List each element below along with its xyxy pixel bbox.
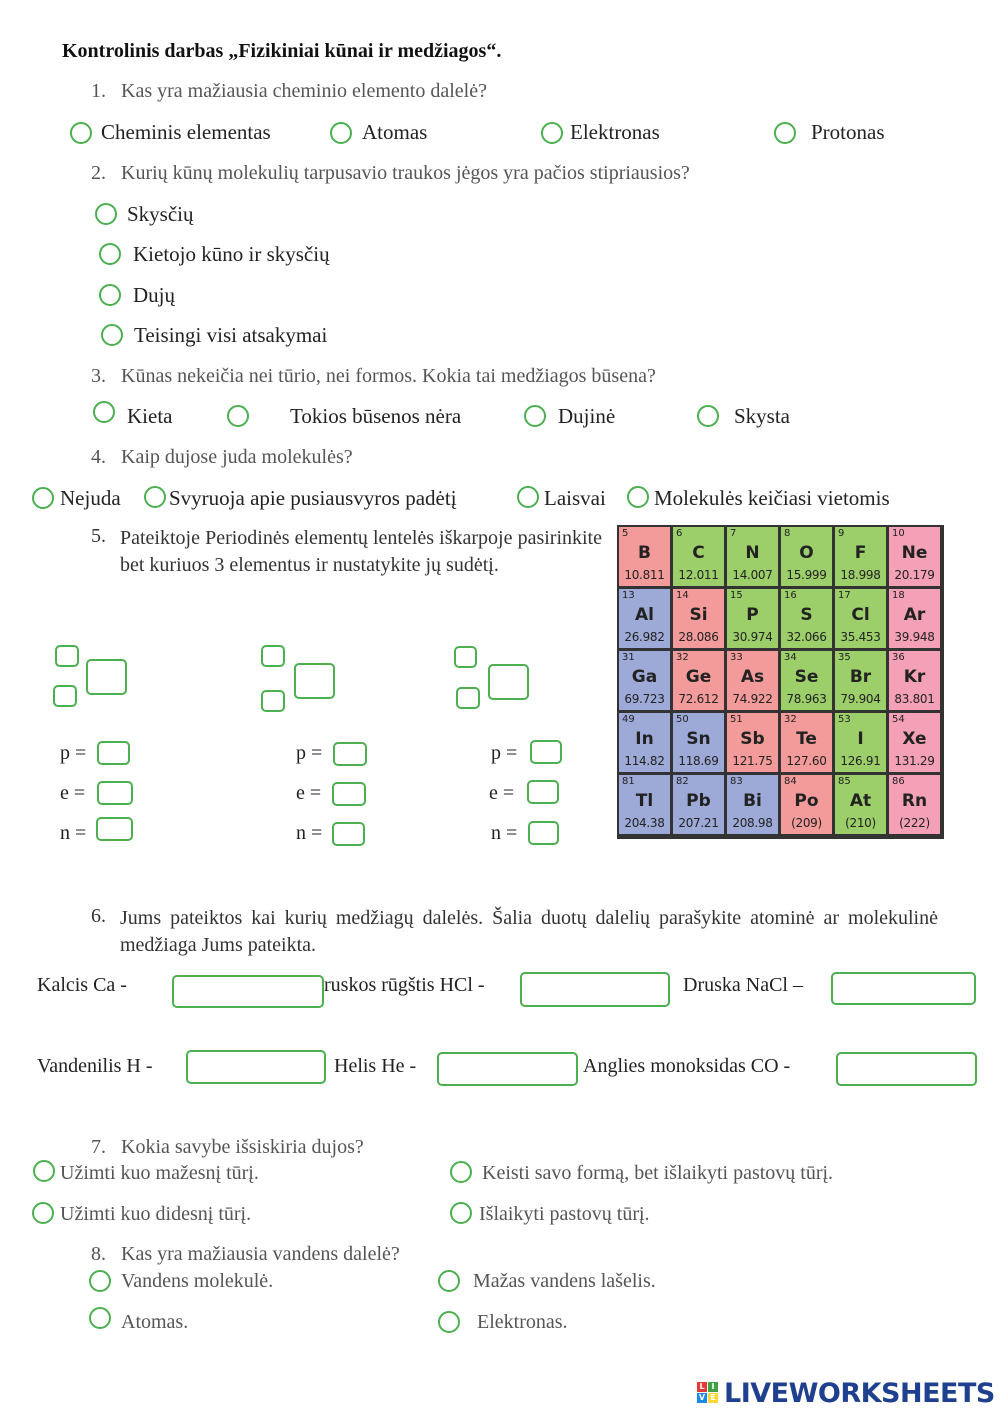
g2-p-input[interactable]	[333, 742, 367, 766]
atomic-mass: 74.922	[732, 692, 773, 706]
g2-atomic-number-box[interactable]	[261, 690, 285, 712]
q3-option-1: Kieta	[127, 404, 173, 428]
logo-mark-v: V	[698, 1393, 706, 1402]
element-cell-o	[781, 527, 832, 586]
g2-n-input[interactable]	[332, 822, 365, 846]
q2-radio-4[interactable]	[101, 324, 123, 346]
element-symbol: Ar	[903, 605, 926, 625]
atomic-mass: 15.999	[786, 568, 827, 582]
element-symbol: Ge	[685, 667, 712, 687]
atomic-mass: (222)	[899, 816, 930, 830]
q8-option-1: Vandens molekulė.	[121, 1270, 274, 1292]
element-cell-sb	[727, 713, 778, 772]
atomic-mass: 79.904	[840, 692, 881, 706]
atomic-number: 32	[676, 652, 689, 663]
atomic-number: 10	[892, 528, 905, 539]
q4-option-1: Nejuda	[60, 486, 121, 510]
element-symbol: Se	[794, 667, 819, 687]
g2-n-label: n =	[296, 822, 323, 844]
element-cell-kr	[889, 651, 940, 710]
atomic-number: 84	[784, 776, 797, 787]
element-cell-se	[781, 651, 832, 710]
atomic-mass: 83.801	[894, 692, 935, 706]
element-cell-ar	[889, 589, 940, 648]
q4-radio-1[interactable]	[32, 487, 54, 509]
atomic-number: 14	[676, 590, 689, 601]
q6-input-hydrogen[interactable]	[186, 1050, 326, 1084]
q3-radio-1[interactable]	[93, 401, 115, 423]
atomic-number: 15	[730, 590, 743, 601]
q6-item-hcl: ruskos rūgštis HCl -	[324, 974, 485, 996]
q2-number: 2.	[91, 162, 106, 184]
element-symbol: P	[746, 605, 759, 625]
element-symbol: Cl	[851, 605, 870, 625]
q6-item-nacl: Druska NaCl –	[683, 974, 803, 996]
periodic-table-excerpt	[617, 525, 944, 839]
q4-option-4: Molekulės keičiasi vietomis	[654, 486, 890, 510]
g3-atomic-number-box[interactable]	[456, 687, 480, 709]
q4-number: 4.	[91, 446, 106, 468]
atomic-mass: 28.086	[678, 630, 719, 644]
element-symbol: Tl	[635, 791, 654, 811]
q1-option-3: Elektronas	[570, 120, 660, 144]
q3-radio-4[interactable]	[697, 405, 719, 427]
q1-radio-3[interactable]	[541, 122, 563, 144]
element-cell-al	[619, 589, 670, 648]
atomic-number: 17	[838, 590, 851, 601]
atomic-mass: 32.066	[786, 630, 827, 644]
q8-option-4: Elektronas.	[477, 1311, 568, 1333]
q2-radio-3[interactable]	[99, 284, 121, 306]
atomic-mass: 14.007	[732, 568, 773, 582]
atomic-number: 6	[676, 528, 683, 539]
atomic-mass: 131.29	[894, 754, 935, 768]
atomic-mass: 208.98	[732, 816, 773, 830]
q6-input-helium[interactable]	[437, 1052, 578, 1086]
q1-text: Kas yra mažiausia cheminio elemento dalelė?	[121, 80, 487, 102]
element-symbol: O	[799, 543, 814, 563]
q7-radio-1[interactable]	[33, 1160, 55, 1182]
atomic-number: 50	[676, 714, 689, 725]
atomic-mass: 204.38	[624, 816, 665, 830]
q8-option-3: Atomas.	[121, 1311, 189, 1333]
q4-radio-4[interactable]	[627, 486, 649, 508]
q8-radio-4[interactable]	[438, 1311, 460, 1333]
g2-e-input[interactable]	[332, 782, 366, 806]
q8-radio-2[interactable]	[438, 1270, 460, 1292]
element-cell-si	[673, 589, 724, 648]
element-cell-ne	[889, 527, 940, 586]
q7-option-2: Keisti savo formą, bet išlaikyti pastovų tūrį.	[482, 1162, 834, 1184]
atomic-mass: 26.982	[624, 630, 665, 644]
q6-input-nacl[interactable]	[831, 972, 976, 1005]
g3-symbol-box[interactable]	[488, 664, 529, 700]
q1-number: 1.	[91, 80, 106, 102]
g3-mass-number-box[interactable]	[454, 646, 477, 668]
q5-number: 5.	[91, 525, 106, 547]
q3-text: Kūnas nekeičia nei tūrio, nei formos. Kokia tai medžiagos būsena?	[121, 365, 656, 387]
atomic-mass: 30.974	[732, 630, 773, 644]
element-symbol: Te	[796, 729, 817, 749]
element-symbol: N	[745, 543, 760, 563]
element-cell-po	[781, 775, 832, 834]
element-symbol: Al	[635, 605, 654, 625]
q3-option-2: Tokios būsenos nėra	[290, 404, 462, 428]
q6-item-helium: Helis He -	[334, 1055, 417, 1077]
element-cell-in	[619, 713, 670, 772]
g2-e-label: e =	[296, 782, 322, 804]
atomic-number: 83	[730, 776, 743, 787]
g1-n-input[interactable]	[96, 817, 133, 841]
liveworksheets-logo-icon	[697, 1382, 719, 1404]
element-symbol: Rn	[901, 791, 928, 811]
atomic-mass: 69.723	[624, 692, 665, 706]
element-cell-rn	[889, 775, 940, 834]
q6-input-hcl[interactable]	[520, 972, 670, 1007]
g1-n-label: n =	[60, 822, 87, 844]
element-symbol: S	[800, 605, 813, 625]
atomic-number: 8	[784, 528, 791, 539]
element-symbol: As	[740, 667, 765, 687]
g3-p-input[interactable]	[530, 740, 562, 764]
element-cell-cl	[835, 589, 886, 648]
q1-option-1: Cheminis elementas	[101, 120, 271, 144]
atomic-number: 32	[784, 714, 797, 725]
q7-text: Kokia savybe išsiskiria dujos?	[121, 1136, 364, 1158]
q7-option-4: Išlaikyti pastovų tūrį.	[479, 1203, 650, 1225]
g1-e-label: e =	[60, 782, 86, 804]
atomic-mass: 127.60	[786, 754, 827, 768]
atomic-number: 51	[730, 714, 743, 725]
q6-item-hydrogen: Vandenilis H -	[37, 1055, 153, 1077]
element-cell-b	[619, 527, 670, 586]
q8-option-2: Mažas vandens lašelis.	[473, 1270, 656, 1292]
q1-radio-2[interactable]	[330, 122, 352, 144]
g3-n-label: n =	[491, 822, 518, 844]
element-cell-bi	[727, 775, 778, 834]
g3-e-input[interactable]	[527, 780, 559, 804]
q6-text: Jums pateiktos kai kurių medžiagų dalelės. Šalia duotų dalelių parašykite atominė ar molekulinė medžiaga Jums pateikta.	[120, 907, 938, 956]
atomic-number: 33	[730, 652, 743, 663]
atomic-number: 5	[622, 528, 629, 539]
element-symbol: In	[635, 729, 654, 749]
q6-item-co: Anglies monoksidas CO -	[583, 1055, 791, 1077]
atomic-mass: 12.011	[678, 568, 719, 582]
element-cell-sn	[673, 713, 724, 772]
element-symbol: I	[857, 729, 864, 749]
q2-option-4: Teisingi visi atsakymai	[134, 323, 328, 347]
atomic-mass: 114.82	[624, 754, 665, 768]
atomic-number: 53	[838, 714, 851, 725]
q3-radio-2[interactable]	[227, 405, 249, 427]
element-symbol: Xe	[902, 729, 927, 749]
g1-symbol-box[interactable]	[86, 659, 127, 695]
element-cell-xe	[889, 713, 940, 772]
atomic-mass: 35.453	[840, 630, 881, 644]
element-cell-br	[835, 651, 886, 710]
atomic-mass: (209)	[791, 816, 822, 830]
element-symbol: Br	[849, 667, 872, 687]
g2-p-label: p =	[296, 742, 323, 764]
atomic-mass: 72.612	[678, 692, 719, 706]
q1-radio-1[interactable]	[70, 122, 92, 144]
q2-radio-2[interactable]	[99, 243, 121, 265]
atomic-number: 49	[622, 714, 635, 725]
logo-mark-e: E	[708, 1393, 718, 1403]
atomic-number: 7	[730, 528, 737, 539]
atomic-number: 16	[784, 590, 797, 601]
atomic-mass: 121.75	[732, 754, 773, 768]
atomic-mass: 10.811	[624, 568, 665, 582]
q6-input-calcium[interactable]	[172, 975, 324, 1008]
atomic-mass: 207.21	[678, 816, 719, 830]
atomic-number: 9	[838, 528, 845, 539]
q3-number: 3.	[91, 365, 106, 387]
atomic-mass: (210)	[845, 816, 876, 830]
element-symbol: Po	[794, 791, 819, 811]
element-cell-pb	[673, 775, 724, 834]
element-symbol: C	[692, 543, 705, 563]
atomic-number: 35	[838, 652, 851, 663]
atomic-mass: 126.91	[840, 754, 881, 768]
q7-radio-4[interactable]	[450, 1202, 472, 1224]
element-cell-tl	[619, 775, 670, 834]
q5-text: Pateiktoje Periodinės elementų lentelės iškarpoje pasirinkite bet kuriuos 3 elementus ir nustatykite jų sudėtį.	[120, 527, 602, 576]
element-cell-as	[727, 651, 778, 710]
element-cell-f	[835, 527, 886, 586]
g1-e-input[interactable]	[97, 781, 133, 805]
element-symbol: Ne	[901, 543, 928, 563]
q2-option-3: Dujų	[133, 283, 175, 307]
q4-option-3: Laisvai	[544, 486, 606, 510]
q7-radio-2[interactable]	[450, 1161, 472, 1183]
q6-number: 6.	[91, 905, 106, 927]
atomic-number: 31	[622, 652, 635, 663]
element-cell-s	[781, 589, 832, 648]
element-cell-at	[835, 775, 886, 834]
atomic-mass: 39.948	[894, 630, 935, 644]
element-cell-i	[835, 713, 886, 772]
element-symbol: Si	[689, 605, 708, 625]
element-symbol: At	[849, 791, 872, 811]
element-cell-ga	[619, 651, 670, 710]
atomic-mass: 118.69	[678, 754, 719, 768]
q8-radio-1[interactable]	[89, 1270, 111, 1292]
atomic-number: 36	[892, 652, 905, 663]
atomic-number: 18	[892, 590, 905, 601]
element-symbol: Sn	[686, 729, 711, 749]
q4-text: Kaip dujose juda molekulės?	[121, 446, 353, 468]
q7-option-3: Užimti kuo didesnį tūrį.	[60, 1203, 252, 1225]
atomic-number: 13	[622, 590, 635, 601]
atomic-number: 34	[784, 652, 797, 663]
atomic-mass: 78.963	[786, 692, 827, 706]
element-symbol: Bi	[743, 791, 762, 811]
q2-option-1: Skysčių	[127, 202, 194, 226]
element-cell-c	[673, 527, 724, 586]
element-symbol: F	[854, 543, 867, 563]
q2-option-2: Kietojo kūno ir skysčių	[133, 242, 330, 266]
element-symbol: Ga	[631, 667, 658, 687]
g1-atomic-number-box[interactable]	[53, 685, 77, 707]
atomic-mass: 20.179	[894, 568, 935, 582]
g1-mass-number-box[interactable]	[55, 645, 79, 667]
atomic-number: 81	[622, 776, 635, 787]
atomic-number: 86	[892, 776, 905, 787]
q7-radio-3[interactable]	[32, 1202, 54, 1224]
q7-option-1: Užimti kuo mažesnį tūrį.	[60, 1162, 259, 1184]
element-cell-p	[727, 589, 778, 648]
element-symbol: Kr	[903, 667, 926, 687]
g3-n-input[interactable]	[528, 821, 559, 845]
element-cell-te	[781, 713, 832, 772]
q3-option-4: Skysta	[734, 404, 791, 428]
q4-radio-2[interactable]	[144, 486, 166, 508]
g3-p-label: p =	[491, 742, 518, 764]
element-symbol: Sb	[740, 729, 765, 749]
atomic-number: 85	[838, 776, 851, 787]
g1-p-label: p =	[60, 742, 87, 764]
element-cell-ge	[673, 651, 724, 710]
q8-number: 8.	[91, 1243, 106, 1265]
q6-item-calcium: Kalcis Ca -	[37, 974, 127, 996]
q1-option-2: Atomas	[362, 120, 428, 144]
page-title: Kontrolinis darbas „Fizikiniai kūnai ir medžiagos“.	[62, 40, 502, 62]
g3-e-label: e =	[489, 782, 515, 804]
q4-option-2: Svyruoja apie pusiausvyros padėtį	[169, 486, 457, 510]
liveworksheets-logo-text: LIVEWORKSHEETS	[724, 1378, 995, 1409]
q1-radio-4[interactable]	[774, 122, 796, 144]
q3-option-3: Dujinė	[558, 404, 616, 428]
q3-radio-3[interactable]	[524, 405, 546, 427]
q7-number: 7.	[91, 1136, 106, 1158]
q8-text: Kas yra mažiausia vandens dalelė?	[121, 1243, 400, 1265]
g2-mass-number-box[interactable]	[261, 645, 285, 667]
element-symbol: Pb	[686, 791, 711, 811]
q6-input-co[interactable]	[836, 1052, 977, 1086]
atomic-number: 54	[892, 714, 905, 725]
q4-radio-3[interactable]	[517, 486, 539, 508]
atomic-mass: 18.998	[840, 568, 881, 582]
q1-option-4: Protonas	[811, 120, 885, 144]
element-symbol: B	[638, 543, 651, 563]
atomic-number: 82	[676, 776, 689, 787]
g2-symbol-box[interactable]	[294, 663, 335, 699]
logo-mark-l: L	[697, 1382, 707, 1392]
q2-radio-1[interactable]	[95, 203, 117, 225]
element-cell-n	[727, 527, 778, 586]
logo-mark-i: I	[708, 1382, 718, 1392]
g1-p-input[interactable]	[97, 741, 130, 765]
q2-text: Kurių kūnų molekulių tarpusavio traukos jėgos yra pačios stipriausios?	[121, 162, 690, 184]
q8-radio-3[interactable]	[89, 1307, 111, 1329]
